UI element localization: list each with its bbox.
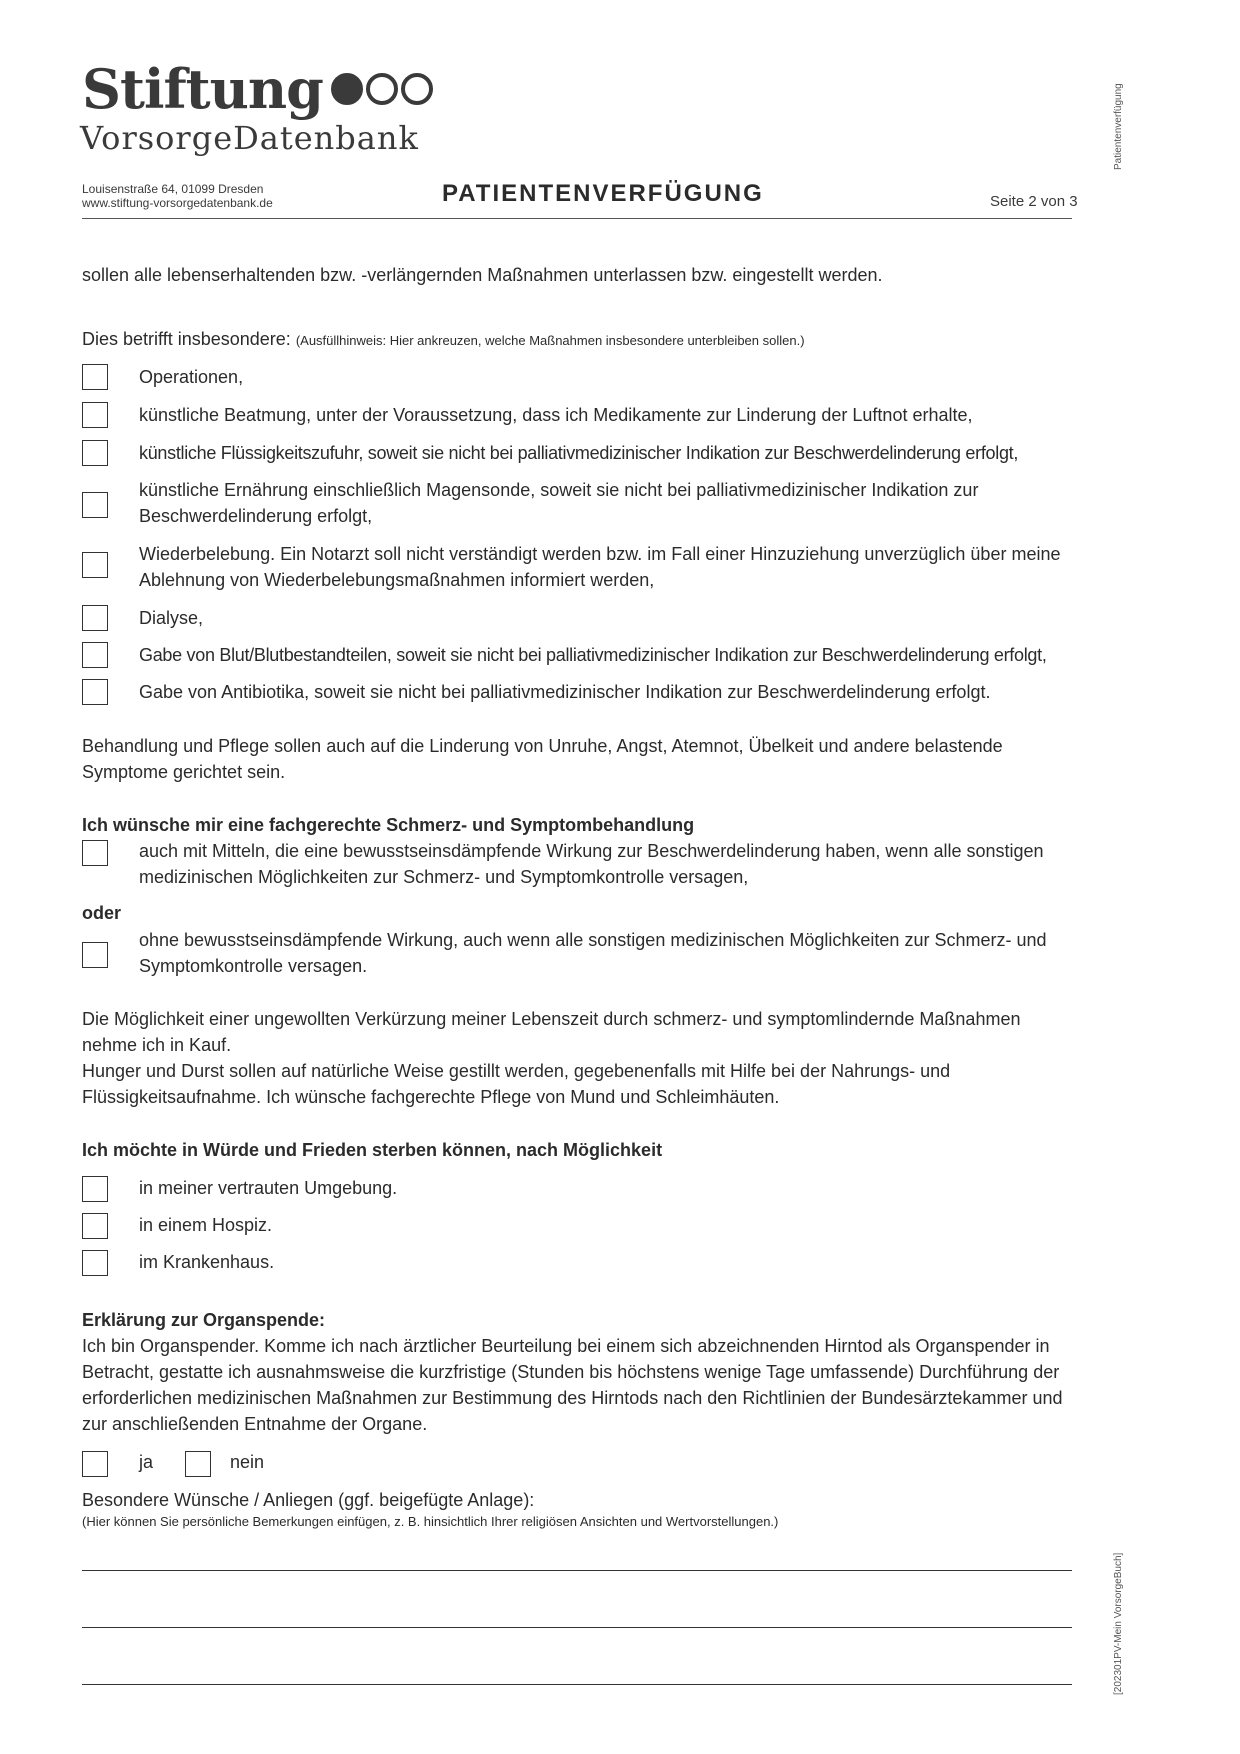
checkbox-hospiz[interactable] (82, 1213, 108, 1239)
side-code: [202301PV-Mein VorsorgeBuch] (1113, 1552, 1124, 1695)
option-blut: Gabe von Blut/Blutbestandteilen, soweit sie nicht bei palliativmedizinischer Indikation zur Beschwerdelinderung erfolgt, (139, 645, 1047, 665)
logo-line1: Stiftung (82, 57, 323, 121)
organ-yes-label: ja (139, 1452, 154, 1472)
option-hospiz: in einem Hospiz. (139, 1215, 273, 1235)
life-text-1: Die Möglichkeit einer ungewollten Verkürzung meiner Lebenszeit durch schmerz- und symptomlindernde Maßnahmen nehme ich in Kauf. (82, 1009, 1021, 1055)
option-operationen: Operationen, (139, 367, 244, 387)
checkbox-ernaehrung[interactable] (82, 492, 108, 518)
organ-heading: Erklärung zur Organspende: (82, 1310, 326, 1330)
checkbox-blut[interactable] (82, 642, 108, 668)
checkbox-dialyse[interactable] (82, 605, 108, 631)
option-wiederbelebung: Wiederbelebung. Ein Notarzt soll nicht verständigt werden bzw. im Fall einer Hinzuziehung unverzüglich über meine Ablehnung von Wiederbelebungsmaßnahmen informiert werden, (139, 544, 1061, 590)
option-ernaehrung: künstliche Ernährung einschließlich Magensonde, soweit sie nicht bei palliativmedizinischer Indikation zur Beschwerdelinderung erfolgt, (139, 480, 979, 526)
header-divider (82, 218, 1072, 219)
page-number: Seite 2 von 3 (990, 193, 1078, 210)
intro-text: sollen alle lebenserhaltenden bzw. -verlängernden Maßnahmen unterlassen bzw. eingestellt werden. (82, 265, 883, 285)
organ-text: Ich bin Organspender. Komme ich nach ärztlicher Beurteilung bei einem sich abzeichnenden Hirntod als Organspender in Betracht, gestatte ich ausnahmsweise die kurzfristige (Stunden bis höchstens wenige Tage umfassende) Durchführung der erforderlichen medizinischen Maßnahmen zur Bestimmung des Hirntods nach den Richtlinien der Bundesärztekammer und zur anschließenden Entnahme der Organe. (82, 1336, 1063, 1434)
option-beatmung: künstliche Beatmung, unter der Voraussetzung, dass ich Medikamente zur Linderung der Luftnot erhalte, (139, 405, 973, 425)
document-title: PATIENTENVERFÜGUNG (442, 180, 764, 207)
option-dialyse: Dialyse, (139, 608, 204, 628)
measures-heading-row (82, 326, 1072, 354)
side-label: Patientenverfügung (1113, 83, 1124, 170)
logo-wordmark (82, 57, 433, 121)
checkbox-umgebung[interactable] (82, 1176, 108, 1202)
address-street: Louisenstraße 64, 01099 Dresden (82, 182, 264, 196)
or-label: oder (82, 903, 122, 923)
address-block (82, 182, 273, 210)
checkbox-fluessigkeit[interactable] (82, 440, 108, 466)
checkbox-organ-no[interactable] (185, 1451, 211, 1477)
organ-no-label: nein (230, 1452, 265, 1472)
option-krankenhaus: im Krankenhaus. (139, 1252, 275, 1272)
care-text: Behandlung und Pflege sollen auch auf die Linderung von Unruhe, Angst, Atemnot, Übelkeit und andere belastende Symptome gerichtet sein. (82, 736, 1003, 782)
logo-dots-icon (331, 73, 433, 105)
pain-option2: ohne bewusstseinsdämpfende Wirkung, auch wenn alle sonstigen medizinischen Möglichkeiten zur Schmerz- und Symptomkontrolle versagen. (139, 930, 1047, 976)
checkbox-beatmung[interactable] (82, 402, 108, 428)
wishes-line-2[interactable] (82, 1627, 1072, 1628)
option-antibiotika: Gabe von Antibiotika, soweit sie nicht bei palliativmedizinischer Indikation zur Beschwerdelinderung erfolgt. (139, 682, 991, 702)
measures-hint: (Ausfüllhinweis: Hier ankreuzen, welche Maßnahmen insbesondere unterbleiben sollen.) (295, 333, 805, 348)
wishes-heading: Besondere Wünsche / Anliegen (ggf. beigefügte Anlage): (82, 1490, 535, 1510)
pain-heading: Ich wünsche mir eine fachgerechte Schmerz- und Symptombehandlung (82, 815, 695, 835)
checkbox-pain-option1[interactable] (82, 840, 108, 866)
checkbox-krankenhaus[interactable] (82, 1250, 108, 1276)
pain-option1: auch mit Mitteln, die eine bewusstseinsdämpfende Wirkung zur Beschwerdelinderung haben, wenn alle sonstigen medizinischen Möglichkeiten zur Schmerz- und Symptomkontrolle versagen, (139, 841, 1044, 887)
checkbox-antibiotika[interactable] (82, 679, 108, 705)
wishes-hint: (Hier können Sie persönliche Bemerkungen einfügen, z. B. hinsichtlich Ihrer religiösen Ansichten und Wertvorstellungen.) (82, 1514, 779, 1529)
dying-heading: Ich möchte in Würde und Frieden sterben können, nach Möglichkeit (82, 1140, 663, 1160)
option-fluessigkeit: künstliche Flüssigkeitszufuhr, soweit sie nicht bei palliativmedizinischer Indikation zur Beschwerdelinderung erfolgt, (139, 443, 1019, 463)
life-text-2: Hunger und Durst sollen auf natürliche Weise gestillt werden, gegebenenfalls mit Hilfe bei der Nahrungs- und Flüssigkeitsaufnahme. Ich wünsche fachgerechte Pflege von Mund und Schleimhäuten. (82, 1061, 951, 1107)
measures-heading: Dies betrifft insbesondere: (82, 329, 291, 349)
address-website: www.stiftung-vorsorgedatenbank.de (82, 196, 273, 210)
wishes-line-3[interactable] (82, 1684, 1072, 1685)
wishes-line-1[interactable] (82, 1570, 1072, 1571)
option-umgebung: in meiner vertrauten Umgebung. (139, 1178, 398, 1198)
checkbox-organ-yes[interactable] (82, 1451, 108, 1477)
logo-line2: VorsorgeDatenbank (80, 119, 419, 157)
checkbox-wiederbelebung[interactable] (82, 552, 108, 578)
checkbox-pain-option2[interactable] (82, 942, 108, 968)
checkbox-operationen[interactable] (82, 364, 108, 390)
